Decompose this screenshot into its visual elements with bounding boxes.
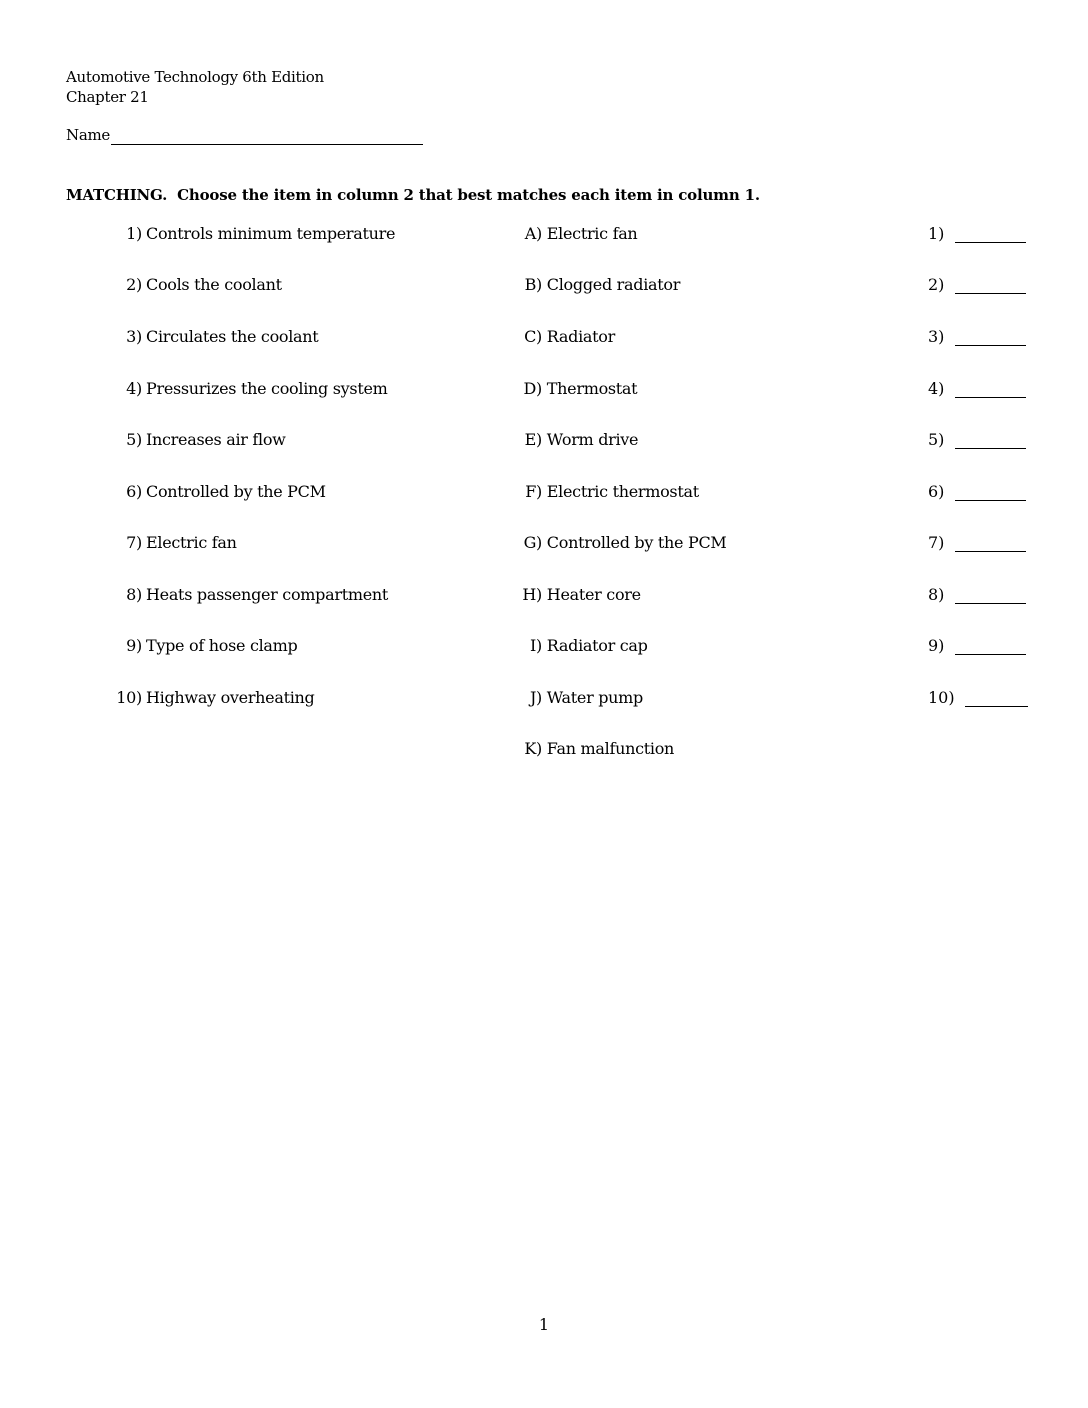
choice-item	[516, 327, 615, 347]
question-number: 8)	[126, 585, 142, 604]
answer-blank-row	[928, 379, 1026, 399]
choice-text: Clogged radiator	[546, 275, 681, 294]
answer-blank-line[interactable]	[955, 500, 1026, 501]
question-item	[112, 275, 282, 295]
question-item	[112, 482, 326, 502]
matching-instructions: MATCHING. Choose the item in column 2 that best matches each item in column 1.	[66, 186, 760, 204]
answer-number: 7)	[928, 533, 945, 552]
answer-blank-line[interactable]	[955, 603, 1026, 604]
choice-text: Fan malfunction	[546, 739, 675, 758]
question-item	[112, 327, 318, 347]
choice-item	[516, 636, 648, 656]
question-text: Increases air flow	[146, 430, 286, 449]
answer-blank-line[interactable]	[955, 345, 1026, 346]
question-text: Controls minimum temperature	[146, 224, 396, 243]
question-item	[112, 379, 388, 399]
question-number: 3)	[126, 327, 142, 346]
answer-blank-row	[928, 688, 1028, 708]
question-text: Type of hose clamp	[146, 636, 298, 655]
answer-blank-row	[928, 482, 1026, 502]
answer-blank-row	[928, 327, 1026, 347]
choice-text: Electric thermostat	[546, 482, 699, 501]
choice-letter: H)	[522, 585, 542, 604]
choice-item	[516, 585, 641, 605]
answer-number: 5)	[928, 430, 945, 449]
choice-item	[516, 275, 680, 295]
choice-letter: A)	[524, 224, 542, 243]
question-number: 7)	[126, 533, 142, 552]
answer-number: 4)	[928, 379, 945, 398]
choice-text: Electric fan	[546, 224, 638, 243]
choice-letter: K)	[524, 739, 542, 758]
answer-blank-line[interactable]	[955, 293, 1026, 294]
choice-text: Radiator	[546, 327, 615, 346]
question-item	[112, 636, 297, 656]
answer-number: 6)	[928, 482, 945, 501]
choice-item	[516, 224, 637, 244]
answer-blank-row	[928, 275, 1026, 295]
question-text: Cools the coolant	[146, 275, 282, 294]
answer-blank-row	[928, 533, 1026, 553]
answer-number: 8)	[928, 585, 945, 604]
question-item	[112, 533, 237, 553]
question-number: 1)	[126, 224, 142, 243]
choice-item	[516, 482, 699, 502]
answer-blank-line[interactable]	[955, 654, 1026, 655]
answer-blank-row	[928, 636, 1026, 656]
choice-text: Water pump	[546, 688, 643, 707]
question-item	[112, 430, 286, 450]
choice-text: Heater core	[546, 585, 641, 604]
answer-number: 10)	[928, 688, 955, 707]
question-number: 9)	[126, 636, 142, 655]
choice-text: Thermostat	[546, 379, 638, 398]
answer-number: 3)	[928, 327, 945, 346]
answer-blank-line[interactable]	[965, 706, 1028, 707]
choice-letter: F)	[525, 482, 542, 501]
answer-blank-line[interactable]	[955, 551, 1026, 552]
question-number: 5)	[126, 430, 142, 449]
answer-blank-row	[928, 585, 1026, 605]
choice-letter: I)	[530, 636, 542, 655]
question-text: Controlled by the PCM	[146, 482, 326, 501]
question-number: 6)	[126, 482, 142, 501]
document-title: Automotive Technology 6th Edition	[66, 68, 324, 86]
answer-blank-line[interactable]	[955, 448, 1026, 449]
name-label: Name	[66, 126, 110, 144]
choice-item	[516, 739, 674, 759]
choice-letter: G)	[523, 533, 542, 552]
choice-letter: B)	[524, 275, 542, 294]
question-number: 4)	[126, 379, 142, 398]
page-number: 1	[538, 1315, 550, 1334]
question-item	[112, 688, 314, 708]
question-text: Pressurizes the cooling system	[146, 379, 388, 398]
question-text: Electric fan	[146, 533, 237, 552]
answer-number: 9)	[928, 636, 945, 655]
answer-number: 1)	[928, 224, 945, 243]
answer-number: 2)	[928, 275, 945, 294]
choice-text: Radiator cap	[546, 636, 648, 655]
choice-letter: J)	[529, 688, 542, 707]
choice-letter: D)	[523, 379, 542, 398]
answer-blank-line[interactable]	[955, 242, 1026, 243]
question-text: Highway overheating	[146, 688, 315, 707]
answer-blank-row	[928, 224, 1026, 244]
choice-text: Controlled by the PCM	[546, 533, 727, 552]
chapter-label: Chapter 21	[66, 88, 149, 106]
name-field-row	[66, 125, 423, 145]
choice-text: Worm drive	[546, 430, 639, 449]
question-number: 2)	[126, 275, 142, 294]
choice-item	[516, 430, 638, 450]
answer-blank-line[interactable]	[955, 397, 1026, 398]
question-number: 10)	[116, 688, 142, 707]
question-item	[112, 224, 395, 244]
choice-letter: E)	[524, 430, 542, 449]
answer-blank-row	[928, 430, 1026, 450]
choice-item	[516, 688, 643, 708]
choice-item	[516, 379, 637, 399]
question-text: Heats passenger compartment	[146, 585, 389, 604]
question-text: Circulates the coolant	[146, 327, 319, 346]
name-input-line[interactable]	[111, 128, 423, 145]
choice-item	[516, 533, 726, 553]
question-item	[112, 585, 388, 605]
choice-letter: C)	[524, 327, 542, 346]
